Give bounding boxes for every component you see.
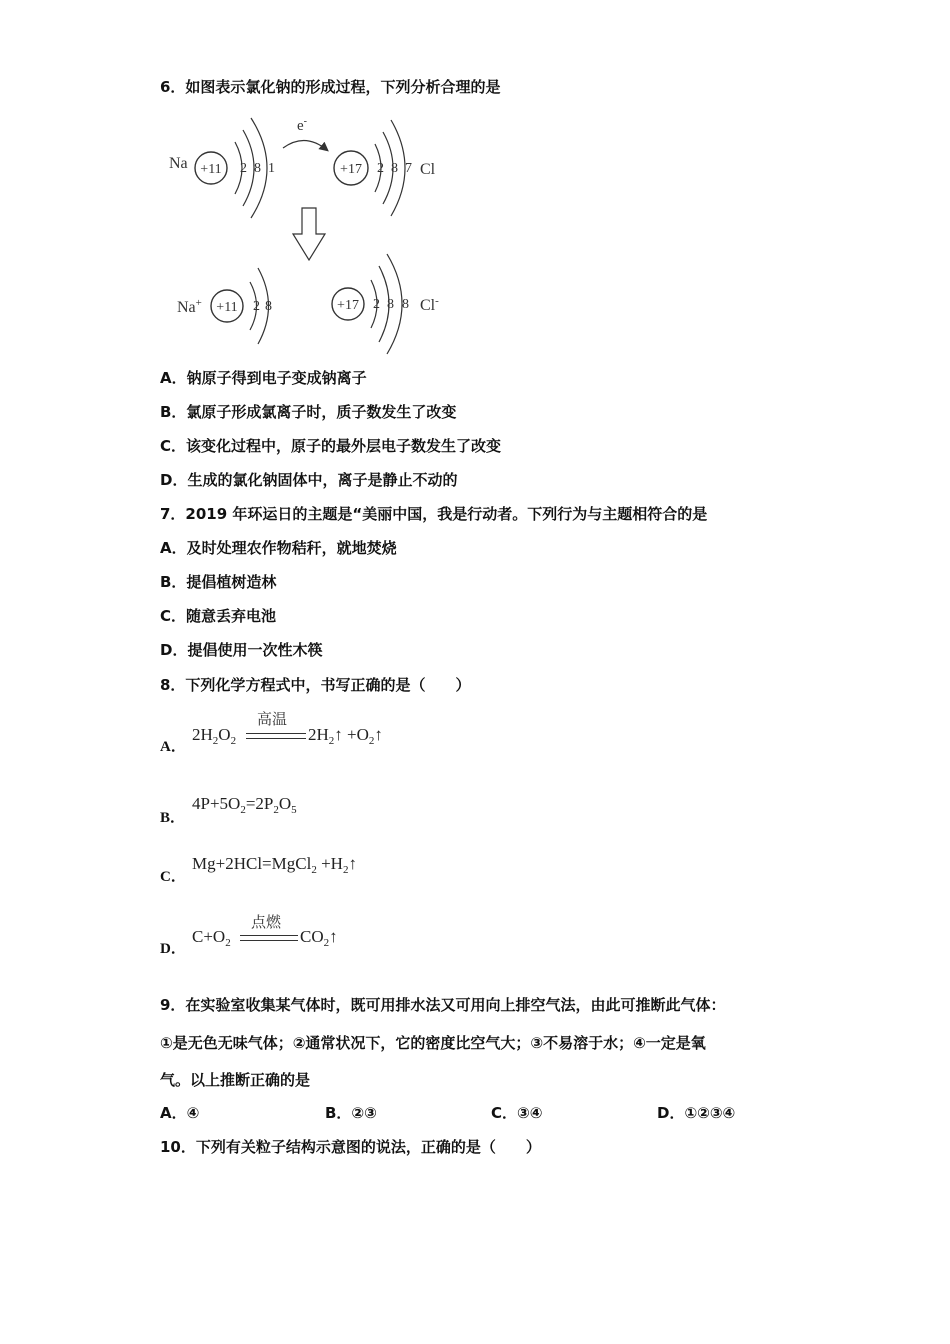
na-nucleus: +11 [200, 162, 222, 177]
q8-eq-a-rhs: $2H_2↑$ $+O_2↑$ [308, 725, 383, 747]
q6-option-b: B．氯原子形成氯离子时，质子数发生了改变 [160, 403, 457, 421]
cl-shell-num: 7 [405, 161, 412, 176]
cl-ion-shell-num: 8 [402, 297, 409, 312]
q9-option-b: B．②③ [325, 1104, 377, 1122]
down-arrow [293, 208, 325, 260]
q9-option-d: D．①②③④ [657, 1104, 736, 1122]
q8-eq-c: Mg+2HCl=MgCl$_2$ $+H_2↑$ [192, 854, 357, 876]
electron-label: e- [297, 116, 308, 134]
cl-shell-num: 8 [391, 161, 398, 176]
na-label: Na [169, 155, 188, 172]
cl-nucleus: +17 [340, 162, 362, 177]
q8-eq-b: $4P+5O_2=2P_2O_5$ [192, 794, 297, 816]
q6-option-c: C．该变化过程中，原子的最外层电子数发生了改变 [160, 437, 502, 455]
q8-eq-a-lhs: $2H_2O_2$ [192, 725, 237, 747]
na-ion-shell-num: 2 [253, 299, 260, 314]
na-ion-nucleus: +11 [216, 300, 238, 315]
cl-ion-shell-num: 8 [387, 297, 394, 312]
cl-ion-label: Cl- [420, 295, 439, 314]
na-ion-shell-num: 8 [265, 299, 272, 314]
q7-option-c: C．随意丢弃电池 [160, 607, 277, 625]
q9-option-c: C．③④ [491, 1104, 543, 1122]
q8-label-c: C． [160, 869, 186, 885]
q7-stem: 7．2019 年环运日的主题是“美丽中国，我是行动者。下列行为与主题相符合的是 [160, 505, 708, 523]
q9-stem-line3: 气。以上推断正确的是 [160, 1071, 311, 1089]
q8-label-a: A． [160, 739, 186, 755]
nacl-formation-diagram [165, 108, 445, 358]
q9-stem-line2: ①是无色无味气体；②通常状况下，它的密度比空气大；③不易溶于水；④一定是氧 [160, 1034, 706, 1052]
cl-label: Cl [420, 161, 436, 178]
q8-eq-d-lhs: $C+O_2$ [192, 927, 231, 949]
q7-option-a: A．及时处理农作物秸秆，就地焚烧 [160, 539, 397, 557]
na-shell-num: 2 [240, 161, 247, 176]
na-shell-num: 1 [268, 161, 275, 176]
q9-stem-line1: 9．在实验室收集某气体时，既可用排水法又可用向上排空气法，由此可推断此气体： [160, 996, 726, 1014]
cl-shell-num: 2 [377, 161, 384, 176]
electron-transfer-arrow [283, 140, 327, 150]
q8-stem: 8．下列化学方程式中，书写正确的是（ ） [160, 676, 471, 694]
q6-stem: 6．如图表示氯化钠的形成过程，下列分析合理的是 [160, 78, 501, 96]
q7-option-d: D．提倡使用一次性木筷 [160, 641, 323, 659]
q8-eq-d-rhs: $CO_2↑$ [300, 927, 338, 949]
q8-eq-sign-a [246, 733, 306, 739]
cl-ion-nucleus: +17 [337, 298, 359, 313]
q9-option-a: A．④ [160, 1104, 200, 1122]
na-shell-num: 8 [254, 161, 261, 176]
q8-eq-sign-d [240, 935, 298, 941]
cl-ion-shell-num: 2 [373, 297, 380, 312]
q8-label-d: D． [160, 941, 186, 957]
q8-cond-d: 点燃 [251, 913, 282, 931]
q6-option-a: A．钠原子得到电子变成钠离子 [160, 369, 367, 387]
na-ion-label: Na+ [177, 297, 202, 316]
q7-option-b: B．提倡植树造林 [160, 573, 277, 591]
q8-label-b: B． [160, 810, 186, 826]
q8-cond-a: 高温 [257, 710, 288, 728]
q10-stem: 10．下列有关粒子结构示意图的说法，正确的是（ ） [160, 1138, 541, 1156]
q6-option-d: D．生成的氯化钠固体中，离子是静止不动的 [160, 471, 458, 489]
